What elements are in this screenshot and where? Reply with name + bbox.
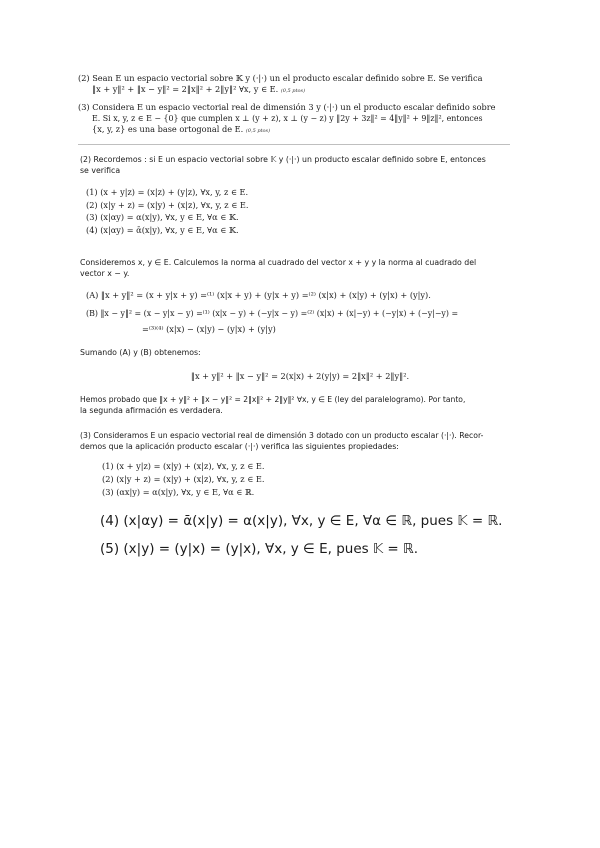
solution-3-property-2: (2) (x|y + z) = (x|y) + (x|z), ∀x, y, z ∈ E. [102,474,265,484]
conclusion-line-1: Hemos probado que ‖x + y‖² + ‖x − y‖² = 2‖x‖² + 2‖y‖² ∀x, y ∈ E (ley del paralelogramo). Por tanto, [80,395,466,404]
sum-equation: ‖x + y‖² + ‖x − y‖² = 2(x|x) + 2(y|y) = 2‖x‖² + 2‖y‖². [190,371,410,381]
solution-3-intro-line-1: (3) Consideramos E un espacio vectorial real de dimensión 3 dotado con un producto escalar (·|·). Recor- [80,431,484,440]
conclusion-line-2: la segunda afirmación es verdadera. [80,406,223,415]
solution-2-property-1: (1) (x + y|z) = (x|z) + (y|z), ∀x, y, z ∈ E. [86,187,249,197]
question-3-points: (0,5 ptos) [245,128,271,134]
question-2-line-2 [92,84,305,97]
solution-3-properties [102,460,264,499]
sum-equation-row [0,371,600,382]
solution-2-properties [86,186,248,236]
solution-2-consider-line-2: vector x − y. [80,269,130,278]
solution-2-property-2: (2) (x|y + z) = (x|y) + (x|z), ∀x, y, z ∈ E. [86,199,249,210]
solution-2-consider-line-1: Consideremos x, y ∈ E. Calculemos la norma al cuadrado del vector x + y y la norma al cuadrado del [80,258,477,267]
equation-b-line-1: (B) ‖x − y‖² = (x − y|x − y) =⁽¹⁾ (x|x − y) + (−y|x − y) =⁽²⁾ (x|x) + (x|−y) + (−y|x) + (−y|−y) = [86,309,459,318]
question-3-line-2: E. Si x, y, z ∈ E − {0} que cumplen x ⊥ (y + z), x ⊥ (y − z) y ‖2y + 3z‖² = 4‖y‖² + 9‖z‖², entonces [92,114,483,123]
question-3-line-1: (3) Considera E un espacio vectorial real de dimensión 3 y (·|·) un el producto escalar definido sobre [78,102,496,112]
sum-label: Sumando (A) y (B) obtenemos: [80,348,201,357]
section-divider [78,144,510,145]
solution-2-intro-line-1: (2) Recordemos : si E un espacio vectorial sobre 𝕂 y (·|·) un producto escalar definido sobre E, entonces [80,155,486,164]
question-3-statement-end: {x, y, z} es una base ortogonal de E. [92,124,244,134]
equation-b-line-2: =⁽³⁾⁽⁴⁾ (x|x) − (x|y) − (y|x) + (y|y) [142,324,276,334]
question-2-formula: ‖x + y‖² + ‖x − y‖² = 2‖x‖² + 2‖y‖² ∀x, y ∈ E. [92,84,279,94]
solution-3-property-5: (5) (x|y) = (y|x) = (y|x), ∀x, y ∈ E, pues 𝕂 = ℝ. [100,541,419,557]
equation-a: (A) ‖x + y‖² = (x + y|x + y) =⁽¹⁾ (x|x + y) + (y|x + y) =⁽²⁾ (x|x) + (x|y) + (y|x) + (y|y). [86,290,431,300]
solution-3-property-3: (3) (αx|y) = α(x|y), ∀x, y ∈ E, ∀α ∈ ℝ. [102,487,255,497]
solution-2-intro-line-2: se verifica [80,166,121,175]
question-3-line-3 [92,124,270,137]
question-2-points: (0,5 ptos) [280,88,306,94]
solution-3-property-1: (1) (x + y|z) = (x|y) + (x|z), ∀x, y, z ∈ E. [102,461,265,471]
solution-3-intro-line-2: demos que la aplicación producto escalar (·|·) verifica las siguientes propiedades: [80,442,399,451]
question-2-line-1: (2) Sean E un espacio vectorial sobre 𝕂 y (·|·) un el producto escalar definido sobre E. Se verifica [78,73,483,83]
solution-3-property-4: (4) (x|αy) = ᾱ(x|y) = α(x|y), ∀x, y ∈ E, ∀α ∈ ℝ, pues 𝕂 = ℝ. [100,513,503,529]
solution-2-property-3: (3) (x|αy) = α(x|y), ∀x, y ∈ E, ∀α ∈ 𝕂. [86,212,239,222]
solution-2-property-4: (4) (x|αy) = ᾱ(x|y), ∀x, y ∈ E, ∀α ∈ 𝕂. [86,224,239,235]
